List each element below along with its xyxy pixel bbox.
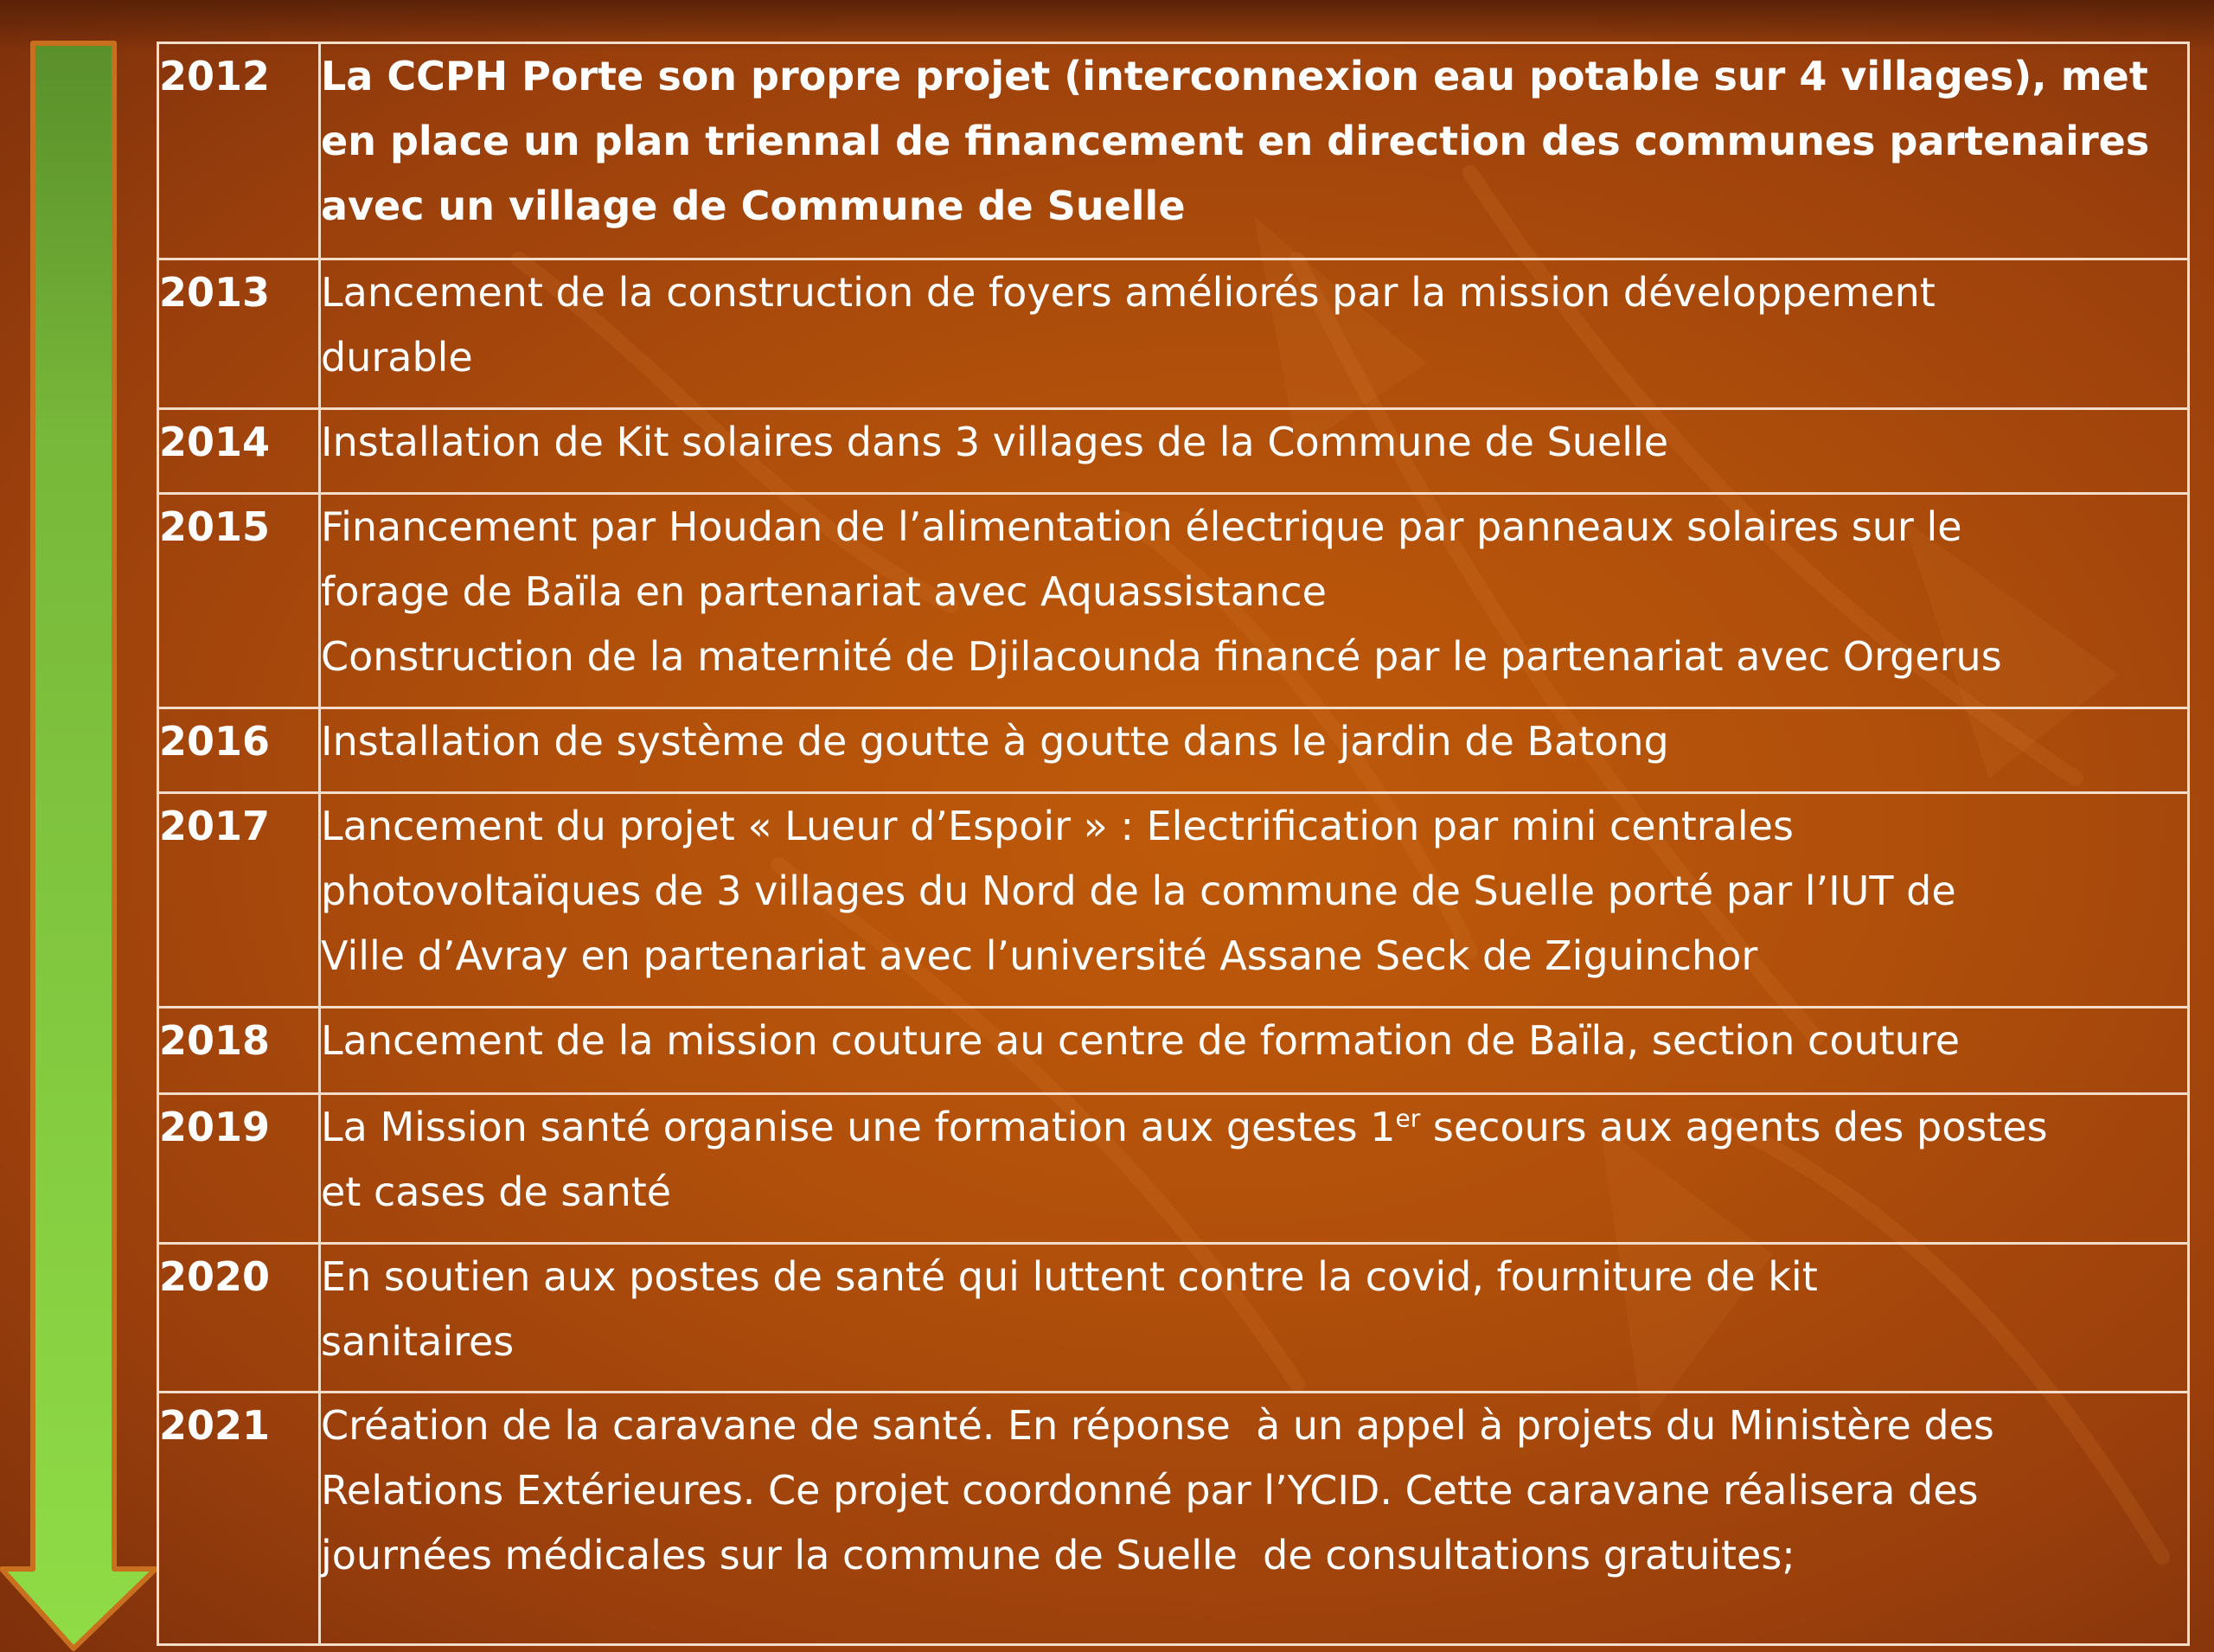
description-cell	[320, 1393, 2189, 1645]
description-line: La CCPH Porte son propre projet (interconnexion eau potable sur 4 villages), met	[321, 53, 2148, 99]
ordinal-superscript: er	[1395, 1104, 1421, 1133]
description-line: photovoltaïques de 3 villages du Nord de la commune de Suelle porté par l’IUT de	[321, 868, 1956, 914]
year-cell: 2013	[158, 259, 320, 409]
year-cell: 2020	[158, 1244, 320, 1393]
year-cell: 2016	[158, 708, 320, 793]
year-cell: 2017	[158, 793, 320, 1008]
table-row	[158, 1393, 2189, 1645]
table-row	[158, 1008, 2189, 1094]
description-text: La Mission santé organise une formation aux gestes 1	[321, 1104, 1396, 1150]
timeline-table	[157, 42, 2190, 1646]
description-line: Relations Extérieures. Ce projet coordonné par l’YCID. Cette caravane réalisera des	[321, 1467, 1979, 1514]
year-cell: 2014	[158, 409, 320, 494]
description-line: Lancement de la construction de foyers améliorés par la mission développement	[321, 269, 1936, 316]
description-line: En soutien aux postes de santé qui luttent contre la covid, fourniture de kit	[321, 1253, 1818, 1300]
description-cell	[320, 793, 2189, 1008]
table-row	[158, 43, 2189, 259]
description-cell	[320, 1094, 2189, 1244]
description-line: Construction de la maternité de Djilacounda financé par le partenariat avec Orgerus	[321, 633, 2002, 680]
table-row	[158, 494, 2189, 708]
year-cell: 2021	[158, 1393, 320, 1645]
description-cell	[320, 494, 2189, 708]
description-line	[321, 1095, 2187, 1160]
description-line: Ville d’Avray en partenariat avec l’université Assane Seck de Ziguinchor	[321, 932, 1758, 979]
table-row	[158, 708, 2189, 793]
year-cell: 2019	[158, 1094, 320, 1244]
description-line: Lancement du projet « Lueur d’Espoir » : Electrification par mini centrales	[321, 803, 1794, 849]
description-cell	[320, 43, 2189, 259]
description-cell	[320, 1244, 2189, 1393]
description-line: Création de la caravane de santé. En réponse à un appel à projets du Ministère des	[321, 1402, 1994, 1449]
description-line: Installation de système de goutte à goutte dans le jardin de Batong	[321, 718, 1669, 765]
description-line: et cases de santé	[321, 1169, 672, 1215]
description-line: Financement par Houdan de l’alimentation électrique par panneaux solaires sur le	[321, 503, 1962, 550]
description-text: secours aux agents des postes	[1420, 1104, 2048, 1150]
year-cell: 2018	[158, 1008, 320, 1094]
table-row	[158, 793, 2189, 1008]
table-row	[158, 1094, 2189, 1244]
table-row	[158, 1244, 2189, 1393]
down-arrow-icon	[0, 40, 159, 1652]
year-cell: 2012	[158, 43, 320, 259]
description-line: forage de Baïla en partenariat avec Aquassistance	[321, 568, 1327, 615]
description-cell	[320, 1008, 2189, 1094]
description-line: sanitaires	[321, 1318, 515, 1365]
description-cell	[320, 259, 2189, 409]
description-line: Installation de Kit solaires dans 3 villages de la Commune de Suelle	[321, 419, 1669, 465]
description-line: durable	[321, 334, 473, 381]
description-line: Lancement de la mission couture au centre de formation de Baïla, section couture	[321, 1017, 1961, 1064]
description-line: journées médicales sur la commune de Suelle de consultations gratuites;	[321, 1532, 1795, 1578]
table-row	[158, 409, 2189, 494]
table-row	[158, 259, 2189, 409]
description-line: avec un village de Commune de Suelle	[321, 182, 1186, 229]
description-line: en place un plan triennal de financement en direction des communes partenaires	[321, 118, 2150, 164]
description-cell	[320, 409, 2189, 494]
year-cell: 2015	[158, 494, 320, 708]
description-cell	[320, 708, 2189, 793]
